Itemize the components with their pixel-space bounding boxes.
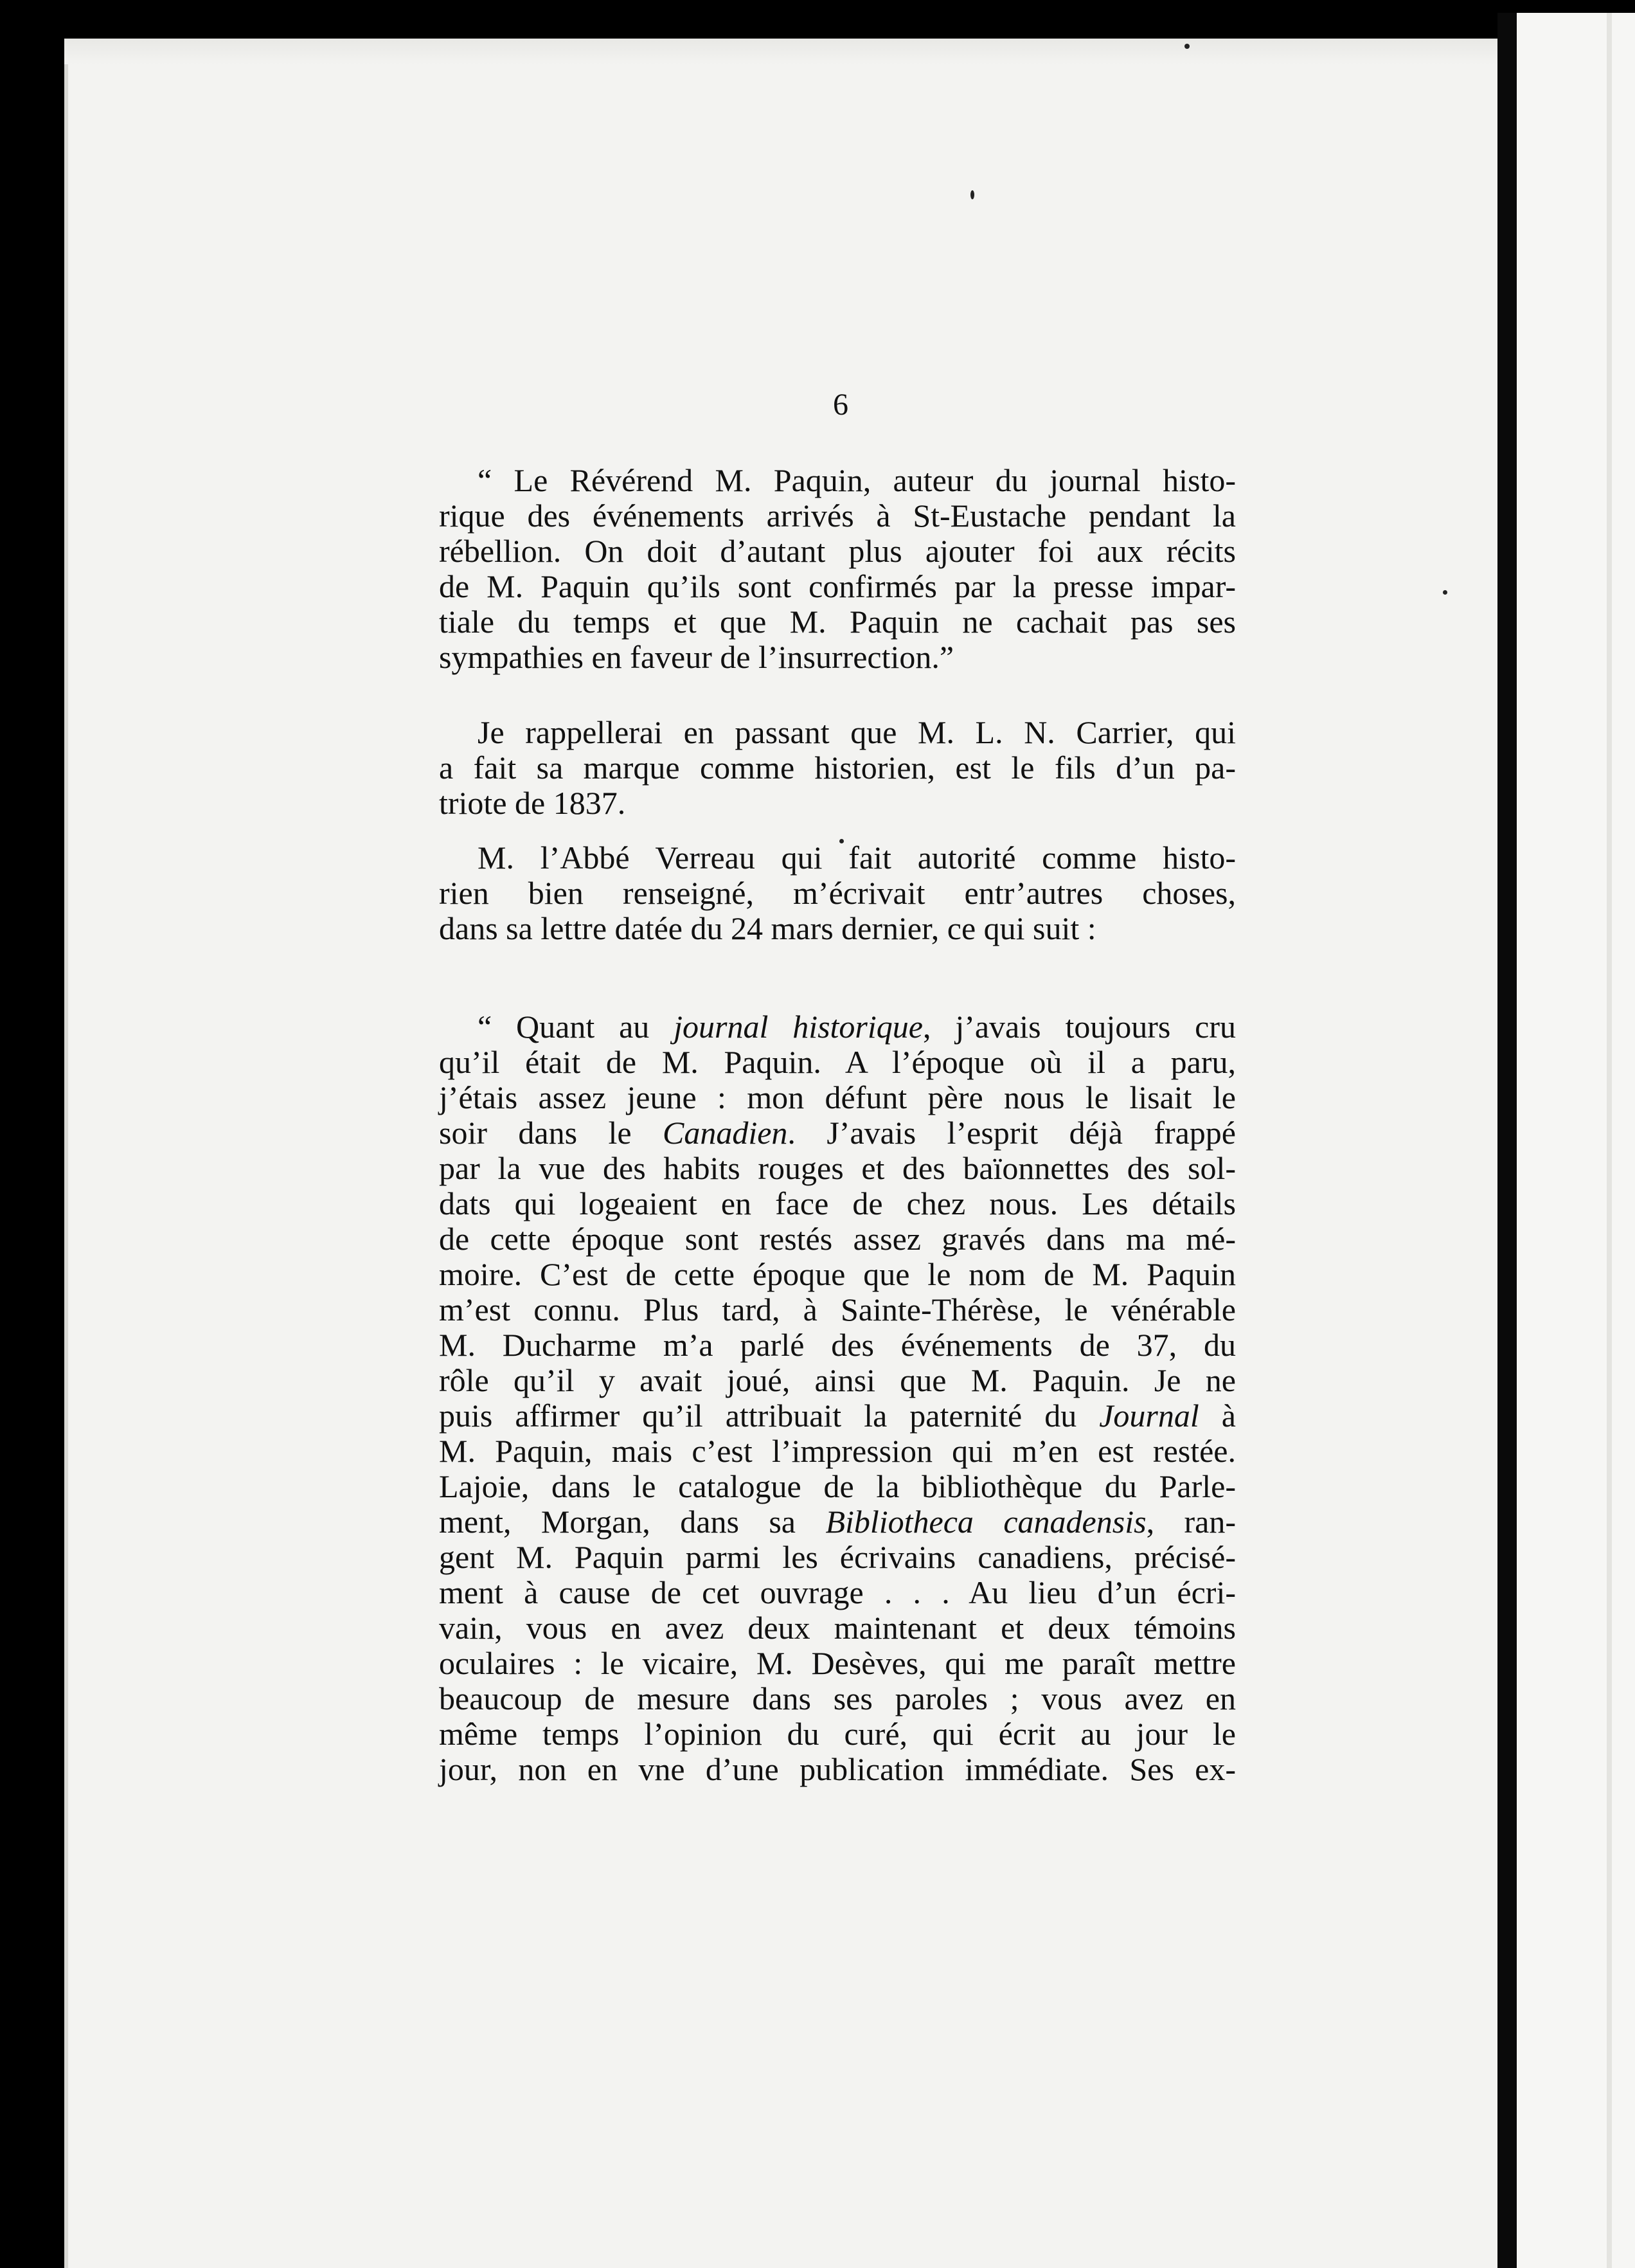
text-line: Je rappellerai en passant que M. L. N. Carrier, qui: [478, 714, 1236, 750]
text-line: tiale du temps et que M. Paquin ne cachait pas ses: [439, 604, 1236, 640]
text-line: ment, Morgan, dans sa Bibliotheca canadensis, ran-: [439, 1504, 1236, 1540]
dust-speck: [1443, 590, 1447, 595]
text-line: ment à cause de cet ouvrage . . . Au lieu d’un écri-: [439, 1574, 1236, 1610]
page-text: [439, 386, 1236, 1787]
text-line: “ Quant au journal historique, j’avais toujours cru: [478, 1009, 1237, 1045]
text-line: de M. Paquin qu’ils sont confirmés par la presse impar-: [439, 568, 1236, 604]
paragraph-verreau-intro: [439, 840, 1236, 946]
text-line: triote de 1837.: [439, 785, 626, 821]
paper-top-edge: [64, 39, 1497, 64]
text-line: oculaires : le vicaire, M. Desèves, qui me paraît mettre: [439, 1645, 1236, 1681]
text-line: “ Le Révérend M. Paquin, auteur du journal histo-: [478, 462, 1236, 498]
text-line: dats qui logeaient en face de chez nous. Les détails: [439, 1185, 1236, 1221]
text-line: rique des événements arrivés à St-Eustache pendant la: [439, 498, 1236, 534]
text-line: m’est connu. Plus tard, à Sainte-Thérèse, le vénérable: [439, 1292, 1236, 1328]
text-line: jour, non en vne d’une publication immédiate. Ses ex-: [439, 1751, 1236, 1787]
text-line: de cette époque sont restés assez gravés dans ma mé-: [439, 1221, 1236, 1257]
text-line: par la vue des habits rouges et des baïonnettes des sol-: [439, 1150, 1236, 1186]
text-line: a fait sa marque comme historien, est le fils d’un pa-: [439, 750, 1236, 786]
paragraph-verreau-letter: [439, 1009, 1236, 1787]
text-line: moire. C’est de cette époque que le nom de M. Paquin: [439, 1256, 1236, 1292]
text-line: rien bien renseigné, m’écrivait entr’autres choses,: [439, 875, 1236, 911]
text-line: dans sa lettre datée du 24 mars dernier, ce qui suit :: [439, 910, 1096, 946]
text-line: M. Paquin, mais c’est l’impression qui m’en est restée.: [439, 1433, 1236, 1469]
text-line: j’étais assez jeune : mon défunt père nous le lisait le: [439, 1079, 1236, 1115]
text-line: soir dans le Canadien. J’avais l’esprit déjà frappé: [439, 1115, 1237, 1151]
text-line: beaucoup de mesure dans ses paroles ; vous avez en: [439, 1680, 1236, 1716]
text-line: gent M. Paquin parmi les écrivains canadiens, précisé-: [439, 1539, 1236, 1575]
text-line: sympathies en faveur de l’insurrection.”: [439, 639, 954, 675]
paragraph-quote-paquin: [439, 463, 1236, 675]
dust-speck: [970, 190, 974, 199]
adjacent-page-fold: [1607, 13, 1612, 2268]
text-line: Lajoie, dans le catalogue de la bibliothèque du Parle-: [439, 1468, 1236, 1504]
text-line: même temps l’opinion du curé, qui écrit au jour le: [439, 1716, 1236, 1752]
adjacent-page-edge: [1517, 13, 1635, 2268]
text-line: vain, vous en avez deux maintenant et deux témoins: [439, 1610, 1236, 1646]
paragraph-carrier: [439, 715, 1236, 821]
text-line: qu’il était de M. Paquin. A l’époque où il a paru,: [439, 1044, 1236, 1080]
dust-speck: [1184, 44, 1190, 49]
text-line: puis affirmer qu’il attribuait la paternité du Journal à: [439, 1398, 1236, 1434]
text-line: rôle qu’il y avait joué, ainsi que M. Paquin. Je ne: [439, 1362, 1236, 1398]
page-number: 6: [833, 388, 848, 422]
text-line: M. l’Abbé Verreau qui fait autorité comme histo-: [478, 840, 1236, 876]
text-line: M. Ducharme m’a parlé des événements de 37, du: [439, 1327, 1236, 1363]
text-line: rébellion. On doit d’autant plus ajouter foi aux récits: [439, 533, 1236, 569]
page-gutter: [1497, 13, 1517, 2268]
